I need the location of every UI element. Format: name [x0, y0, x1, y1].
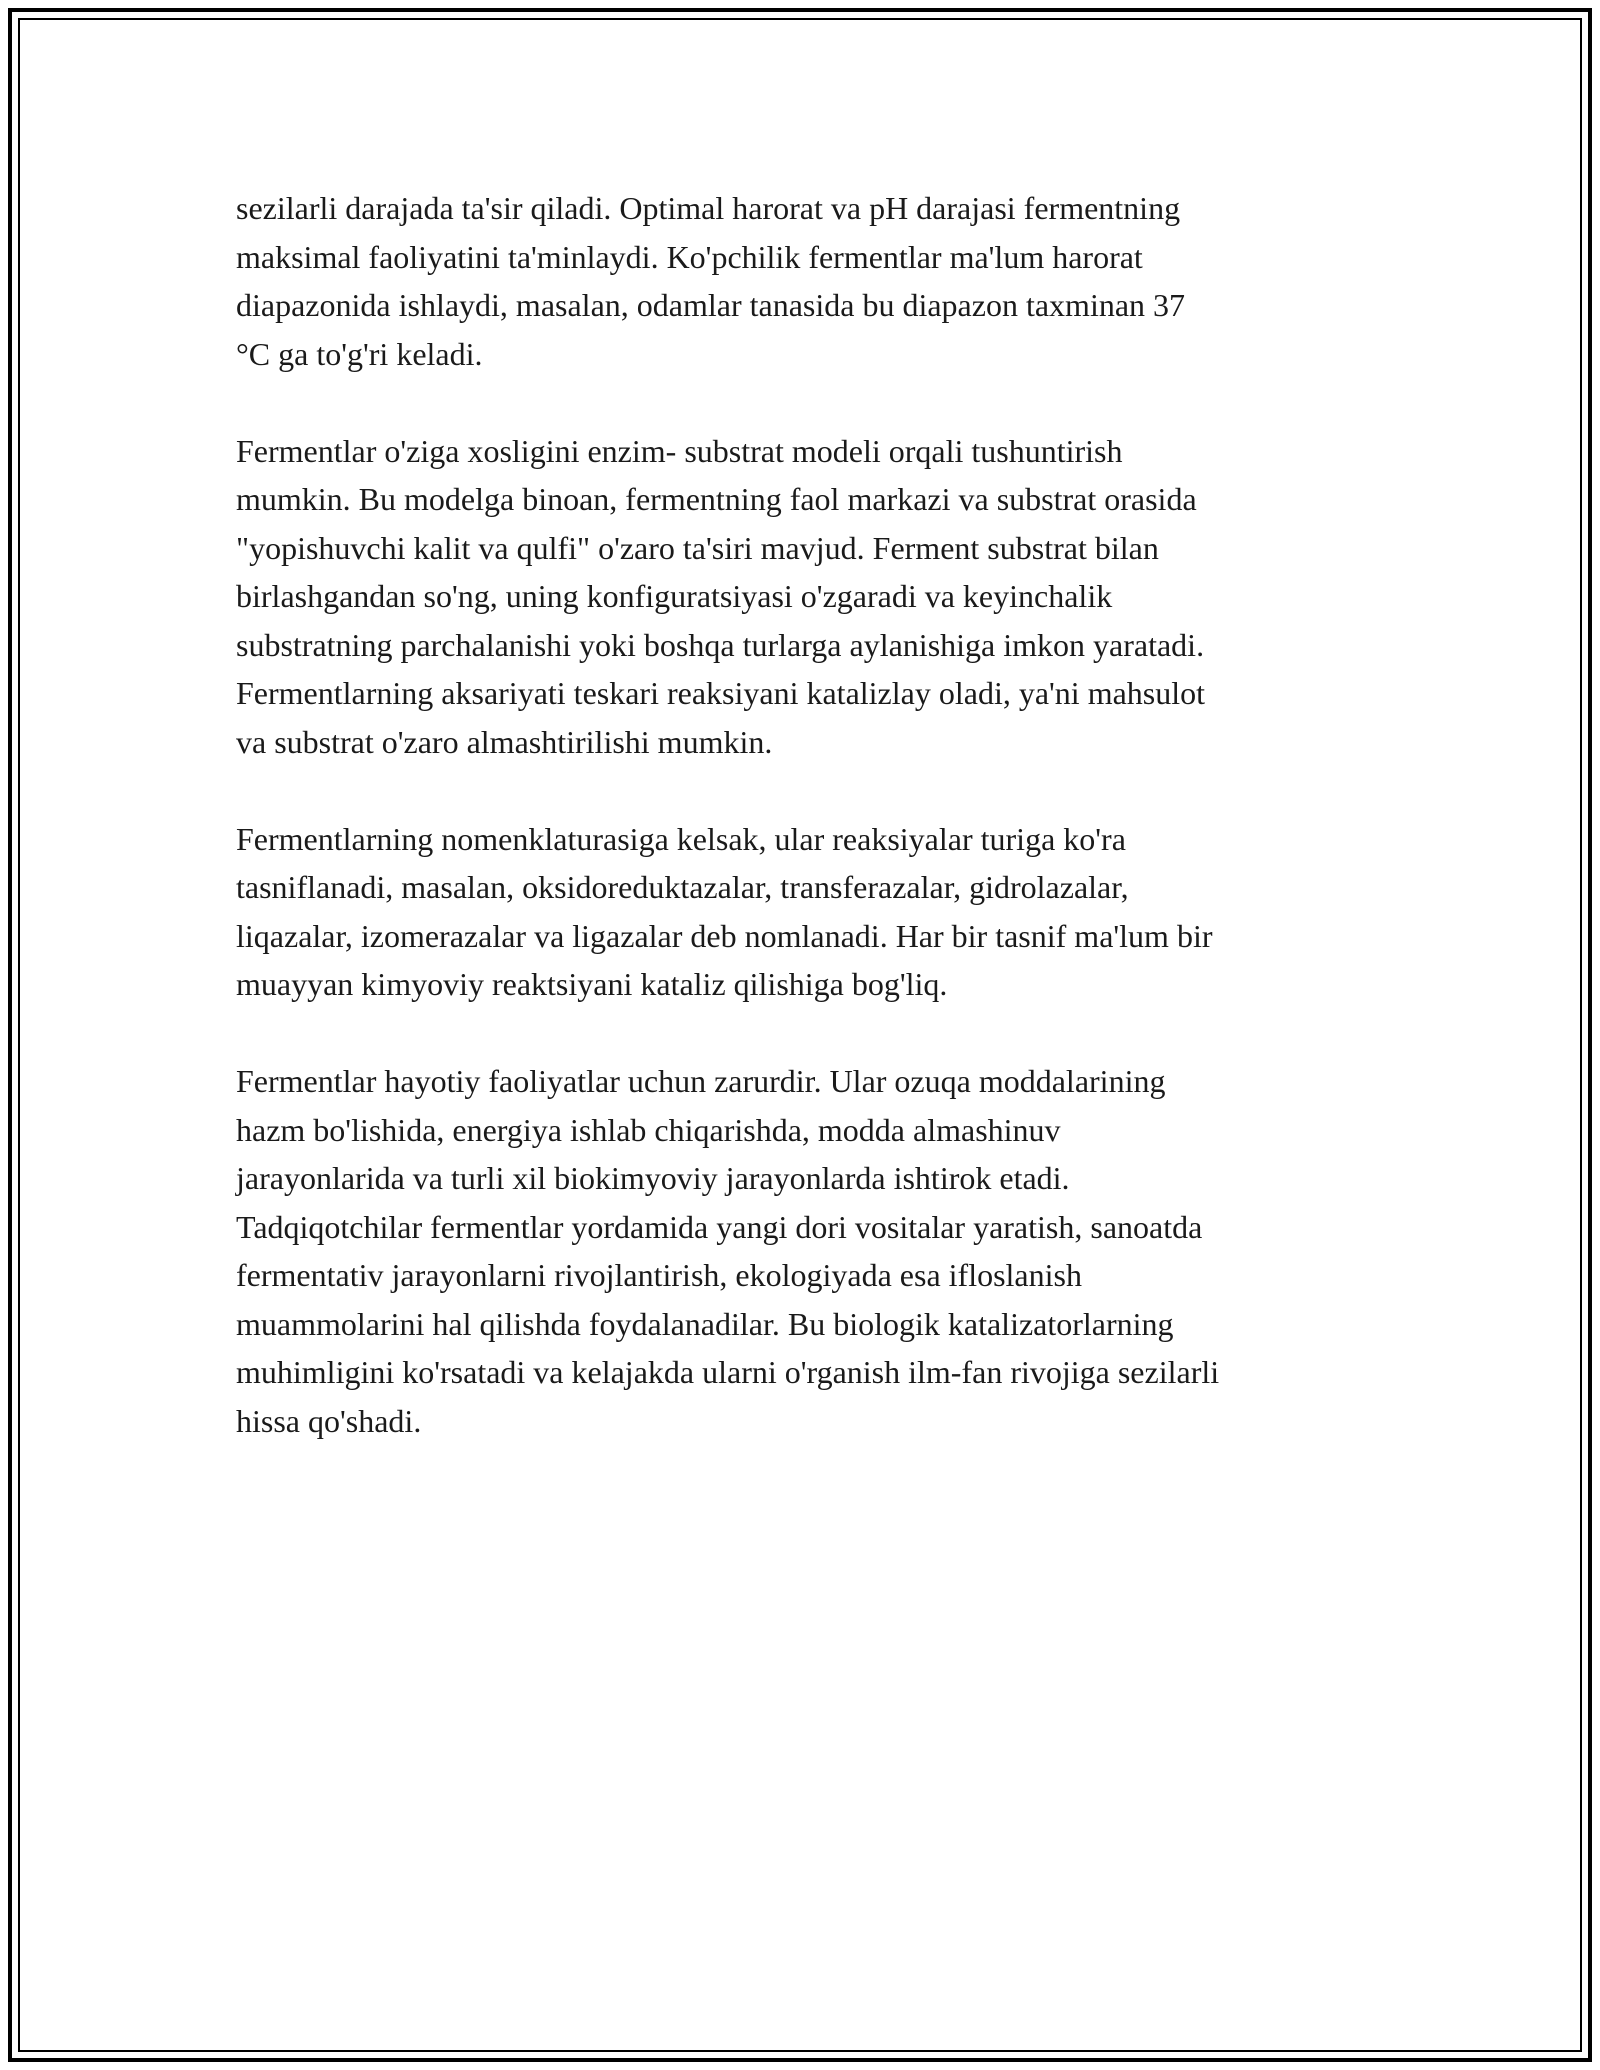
paragraph-enzyme-substrate-model: Fermentlar o'ziga xosligini enzim- substrat modeli orqali tushuntirish mumkin. Bu modelga binoan, fermentning faol markazi va substrat orasida "yopishuvchi kalit va qulfi" o'zaro ta'siri mavjud. Ferment substrat bilan birlashgandan so'ng, uning konfiguratsiyasi o'zgaradi va keyinchalik substratning parchalanishi yoki boshqa turlarga aylanishiga imkon yaratadi. Fermentlarning aksariyati teskari reaksiyani katalizlay oladi, ya'ni mahsulot va substrat o'zaro almashtirilishi mumkin.: [236, 432, 1206, 760]
paragraph-importance: Fermentlar hayotiy faoliyatlar uchun zarurdir. Ular ozuqa moddalarining hazm bo'lishida, energiya ishlab chiqarishda, modda almashinuv jarayonlarida va turli xil biokimyoviy jarayonlarda ishtirok etadi. Tadqiqotchilar fermentlar yordamida yangi dori vositalar yaratish, sanoatda fermentativ jarayonlarni rivojlantirish, ekologiyada esa ifloslanish muammolarini hal qilishda foydalanadilar. Bu biologik katalizatorlarning muhimligini ko'rsatadi va kelajakda ularni o'rganish ilm-fan rivojiga sezilarli hissa qo'shadi.: [236, 1063, 1220, 1439]
paragraph-nomenclature: Fermentlarning nomenklaturasiga kelsak, ular reaksiyalar turiga ko'ra tasniflanadi, masalan, oksidoreduktazalar, transferazalar, gidrolazalar, liqazalar, izomerazalar va ligazalar deb nomlanadi. Har bir tasnif ma'lum bir muayyan kimyoviy reaktsiyani kataliz qilishiga bog'liq.: [236, 820, 1213, 1002]
paragraph-temperature-ph: sezilarli darajada ta'sir qiladi. Optimal harorat va pH darajasi fermentning maksimal faoliyatini ta'minlaydi. Ko'pchilik fermentlar ma'lum harorat diapazonida ishlaydi, masalan, odamlar tanasida bu diapazon taxminan 37 °C ga to'g'ri keladi.: [236, 190, 1186, 372]
document-body: [236, 184, 1376, 1494]
